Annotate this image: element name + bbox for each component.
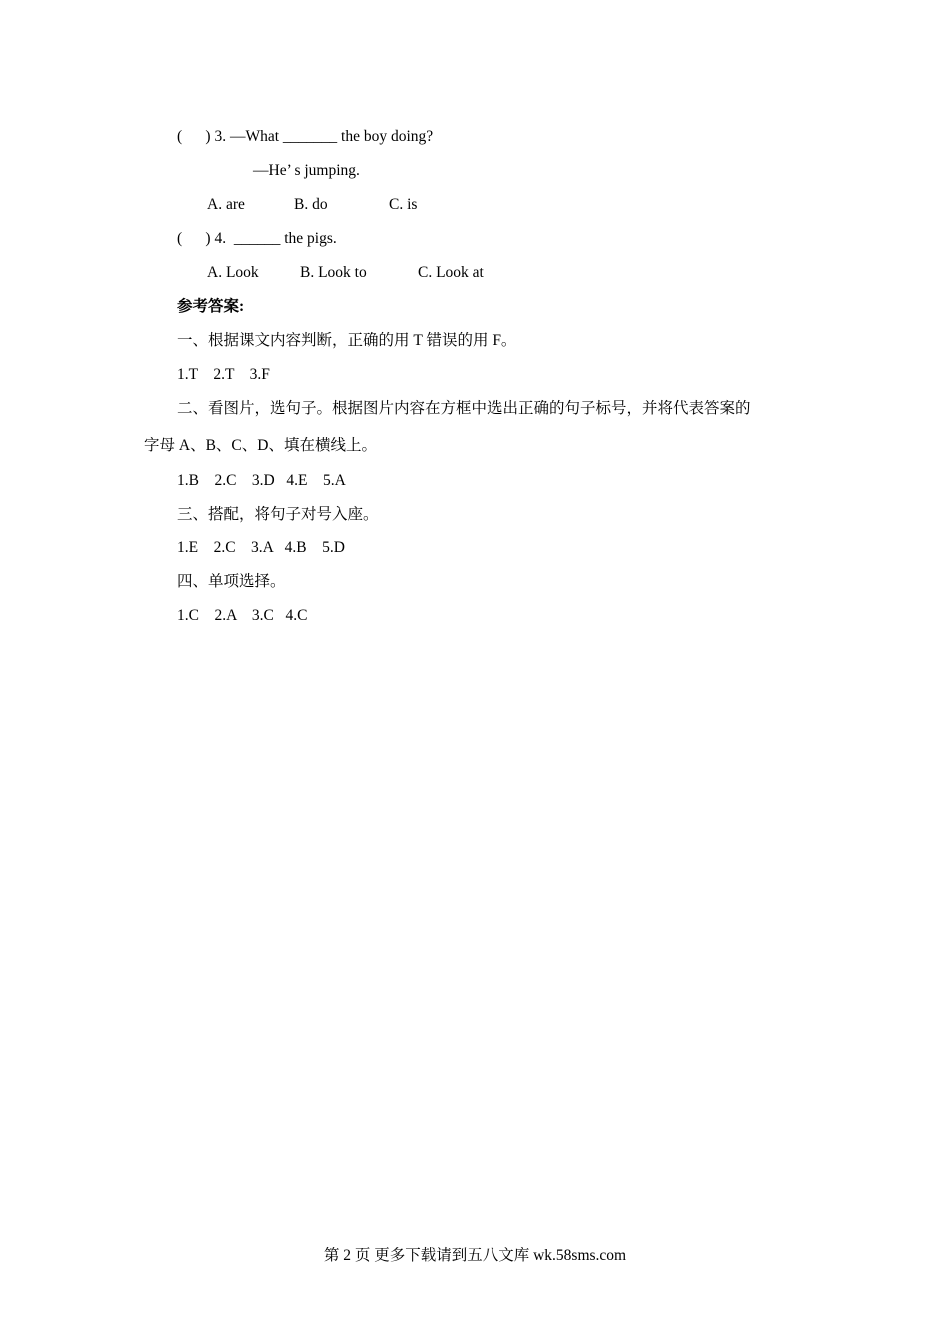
section-1-title: 一、根据课文内容判断，正确的用 T 错误的用 F。 <box>177 332 517 349</box>
section-2-answers: 1.B 2.C 3.D 4.E 5.A <box>177 472 346 489</box>
answers-heading: 参考答案: <box>177 298 245 315</box>
option-c: C. is <box>389 196 418 213</box>
section-3-answers: 1.E 2.C 3.A 4.B 5.D <box>177 539 345 556</box>
question-4-stem: ( ) 4. ______ the pigs. <box>177 230 337 247</box>
section-2-title-line-2: 字母 A、B、C、D、填在横线上。 <box>144 437 377 454</box>
section-4-answers: 1.C 2.A 3.C 4.C <box>177 607 308 624</box>
question-3-dialogue-answer: —He’ s jumping. <box>253 162 360 179</box>
option-b: B. Look to <box>300 264 367 281</box>
section-1-answers: 1.T 2.T 3.F <box>177 366 270 383</box>
option-a: A. Look <box>207 264 259 281</box>
option-b: B. do <box>294 196 328 213</box>
option-a: A. are <box>207 196 245 213</box>
section-3-title: 三、搭配，将句子对号入座。 <box>177 506 379 523</box>
section-2-title-line-1: 二、看图片，选句子。根据图片内容在方框中选出正确的句子标号，并将代表答案的 <box>177 400 751 417</box>
option-c: C. Look at <box>418 264 484 281</box>
page-footer: 第 2 页 更多下载请到五八文库 wk.58sms.com <box>323 1247 627 1264</box>
section-4-title: 四、单项选择。 <box>177 573 286 590</box>
question-3-stem: ( ) 3. —What _______ the boy doing? <box>177 128 434 145</box>
